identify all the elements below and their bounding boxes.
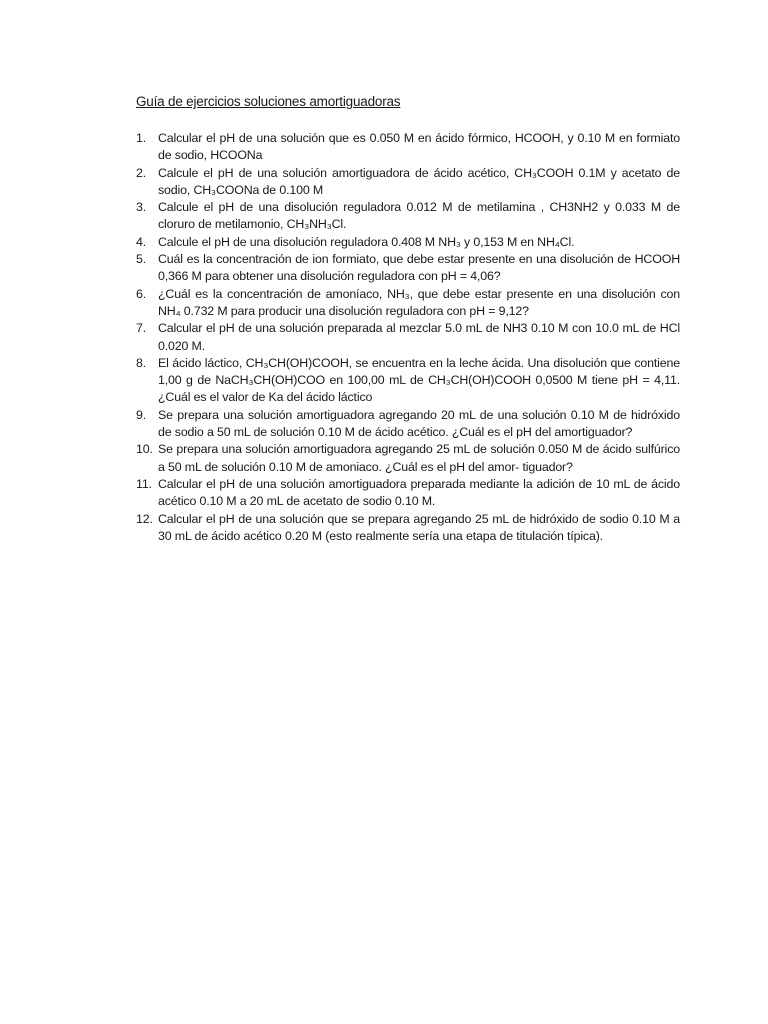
exercise-item-4	[136, 234, 680, 251]
exercise-item-10	[136, 441, 680, 476]
exercise-item-2	[136, 165, 680, 200]
exercise-number: 7.	[136, 321, 147, 336]
exercise-number: 1.	[136, 131, 147, 145]
exercise-number: 3.	[136, 200, 147, 215]
exercise-number: 12.	[136, 511, 153, 526]
exercise-number: 11.	[136, 476, 152, 491]
exercise-text: Se prepara una solución amortiguadora agregando 25 mL de solución 0.050 M de ácido sulfúrico a 50 mL de solución 0.10 M de amoniaco. ¿Cuál es el pH del amor- tiguador?	[158, 442, 680, 474]
exercise-item-3	[136, 199, 680, 234]
exercise-text: Calcule el pH de una disolución reguladora 0.408 M NH₃ y 0,153 M en NH₄Cl.	[158, 234, 575, 249]
exercise-text: Calcule el pH de una solución amortiguadora de ácido acético, CH₃COOH 0.1M y acetato de sodio, CH₃COONa de 0.100 M	[158, 165, 680, 197]
exercise-item-6	[136, 286, 680, 321]
exercise-number: 6.	[136, 286, 147, 301]
exercise-item-7	[136, 320, 680, 355]
exercise-number: 5.	[136, 252, 147, 267]
exercise-text: Calcule el pH de una disolución reguladora 0.012 M de metilamina , CH3NH2 y 0.033 M de cloruro de metilamonio, CH₃NH₃Cl.	[158, 200, 680, 232]
exercise-text: Calcular el pH de una solución amortiguadora preparada mediante la adición de 10 mL de ácido acético 0.10 M a 20 mL de acetato de sodio 0.10 M.	[158, 476, 680, 509]
exercise-text: El ácido láctico, CH₃CH(OH)COOH, se encuentra en la leche ácida. Una disolución que contiene 1,00 g de NaCH₃CH(OH)COO en 100,00 mL de CH₃CH(OH)COOH 0,0500 M tiene pH = 4,11. ¿Cuál es el valor de Ka del ácido láctico	[158, 355, 680, 405]
exercise-text: ¿Cuál es la concentración de amoníaco, NH₃, que debe estar presente en una disolución con NH₄ 0.732 M para producir una disolución reguladora con pH = 9,12?	[158, 286, 680, 318]
exercise-item-11	[136, 476, 680, 511]
exercise-number: 2.	[136, 165, 147, 180]
exercise-text: Se prepara una solución amortiguadora agregando 20 mL de una solución 0.10 M de hidróxido de sodio a 50 mL de solución 0.10 M de ácido acético. ¿Cuál es el pH del amortiguador?	[158, 407, 680, 440]
exercise-item-1	[136, 130, 680, 165]
page-title: Guía de ejercicios soluciones amortiguadoras	[136, 94, 401, 109]
exercise-number: 9.	[136, 407, 147, 422]
exercise-item-8	[136, 355, 680, 407]
exercise-item-5	[136, 251, 680, 286]
exercise-text: Cuál es la concentración de ion formiato, que debe estar presente en una disolución de HCOOH 0,366 M para obtener una disolución reguladora con pH = 4,06?	[158, 252, 680, 284]
exercise-number: 4.	[136, 234, 147, 249]
exercise-text: Calcular el pH de una solución que es 0.050 M en ácido fórmico, HCOOH, y 0.10 M en formiato de sodio, HCOONa	[158, 131, 680, 163]
exercise-text: Calcular el pH de una solución preparada al mezclar 5.0 mL de NH3 0.10 M con 10.0 mL de HCl 0.020 M.	[158, 321, 680, 353]
exercise-list	[136, 130, 680, 545]
exercise-item-12	[136, 511, 680, 546]
exercise-text: Calcular el pH de una solución que se prepara agregando 25 mL de hidróxido de sodio 0.10 M a 30 mL de ácido acético 0.20 M (esto realmente sería una etapa de titulación típica).	[158, 511, 680, 543]
exercise-number: 10.	[136, 442, 153, 457]
exercise-number: 8.	[136, 355, 147, 370]
exercise-item-9	[136, 407, 680, 442]
